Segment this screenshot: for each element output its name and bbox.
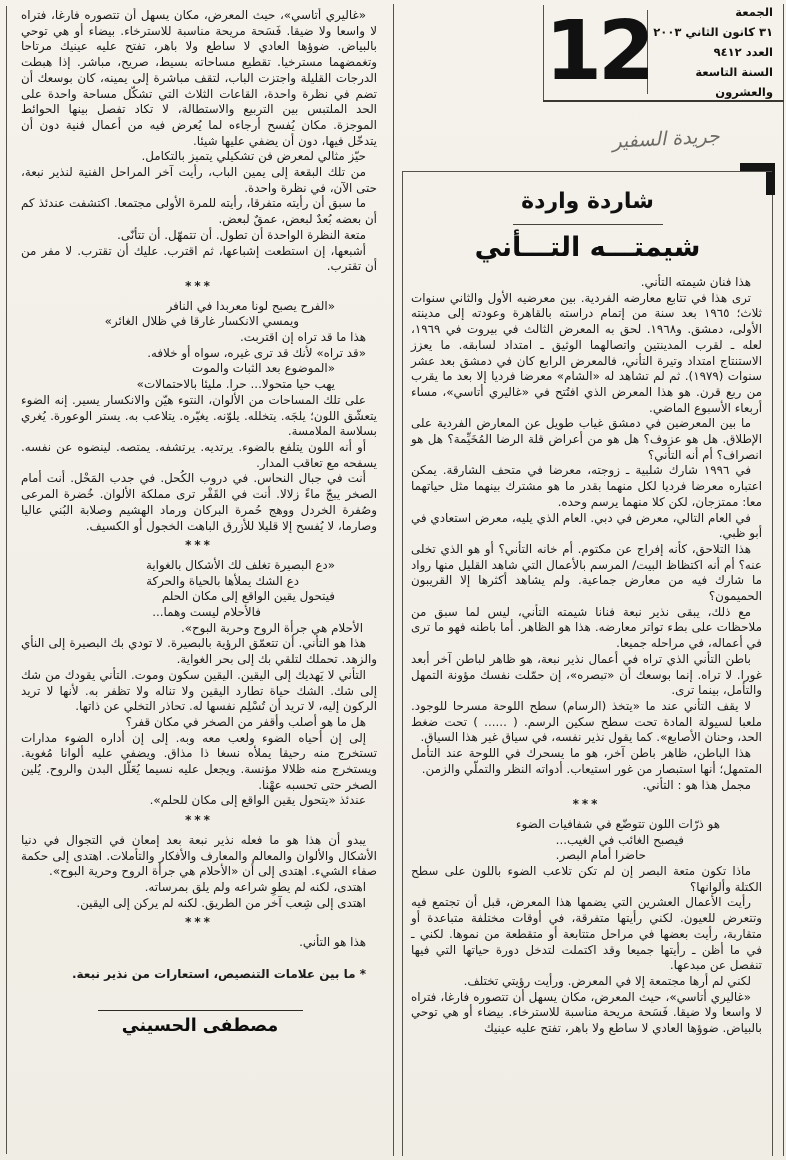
paragraph: ما سبق أن رأيته متفرقا، رأيته للمرة الأولى مجتمعا. اكتشفت عندئذ كم أن بعضه بُعدٌ لبعض، عمقٌ لبعض.	[21, 196, 377, 227]
verse-line: «دع البصيرة تغلف لك الأشكال بالغواية	[145, 557, 335, 572]
paragraph: هذا ما قد تراه إن اقتربت.	[240, 330, 366, 345]
paragraph: في العام التالي، معرض في دبي. العام الذي يليه، معرض استعادي في أبو ظبي.	[411, 510, 762, 541]
paragraph: مجمل هذا هو : التأني.	[642, 777, 751, 792]
paragraph: ماذا تكون متعة البصر إن لم تكن تلاعب الضوء باللون على سطح الكتلة وألوانها؟	[411, 864, 762, 894]
header-left-rule	[543, 5, 544, 100]
byline-block	[13, 1010, 387, 1036]
section-separator: ***	[185, 538, 213, 553]
verse-line: فيتحول يقين الواقع إلى مكان الحلم	[161, 589, 335, 604]
section-separator: ***	[185, 813, 213, 828]
left-column	[13, 8, 387, 1156]
verse-line: دع الشك يملأها بالحياة والحركة	[146, 573, 299, 588]
page-left-rule	[6, 6, 7, 1154]
paragraph: «قد تراه» لأنك قد ترى غيره، سواه أو خلافه.	[147, 345, 366, 360]
handwritten-masthead: جريدة السفير	[611, 125, 721, 153]
verse-line: «الموضوع بعد الثبات والموت	[192, 361, 335, 376]
weekday: الجمعة	[735, 5, 773, 19]
paragraph: من تلك البقعة إلى يمين الباب، رأيت آخر المراحل الفنية لنذير نبعة، حتى الآن، في نظرة واحدة.	[21, 165, 377, 195]
paragraph: التأني لا يَهديك إلى اليقين. اليقين سكون وموت. التأني يقودك من شك إلى شك. الشك حياة تطارد اليقين ولا تناله ولا تظفر به. لأنها لا تريد الركون إليه، لا تريد أن تُسْلِم نفسها له. تحاذر التخلي عن ذاتها.	[21, 667, 377, 714]
section-separator: ***	[185, 278, 213, 293]
paragraph: هل ما هو أصلب وأقفر من الصخر في مكان قفر؟	[125, 714, 366, 729]
paragraph: اهتدى إلى شِعب آخر من الطريق. لكنه لم يركن إلى اليقين.	[76, 895, 366, 910]
section-separator: ***	[572, 797, 601, 812]
verse-line: حاضرا أمام البصر.	[555, 848, 646, 863]
paragraph: هذا هو التأني.	[299, 935, 366, 950]
verse-line: «الفرح يصبح لونا معربدا في النافر	[166, 298, 335, 313]
paragraph: باطن التأني الذي تراه في أعمال نذير نبعة، هو ظاهر لباطن آخر أبعد غورا. لا تراه. إنما بوسعك أن «تبصره»، إن حمّلت نفسك مؤونة التمهل والتأمل، بينما ترى.	[411, 651, 762, 698]
paragraph: حيّز مثالي لمعرض فن تشكيلي يتميز بالتكامل.	[141, 149, 366, 164]
title-underline-rule	[513, 224, 663, 225]
page-number: 12	[545, 4, 652, 99]
paragraph: لكني لم أرها مجتمعة إلا في المعرض. ورأيت رؤيتي تختلف.	[463, 973, 751, 988]
verse-line: ويمسي الانكسار غارقا في ظلال الغائر»	[104, 314, 299, 329]
paragraph: في ١٩٩٦ شارك شلبية ـ زوجته، معرضا في متحف الشارقة. يمكن اعتباره معرضا فرديا لكل منهما بقدر ما هو مشترك بينهما مثل حياتهما معا: ممتزجان، لكن كلا منهما يرسم وحده.	[411, 463, 762, 509]
issue-number: العدد ٩٤١٢	[713, 45, 773, 59]
paragraph: هذا الباطن، ظاهر باطن آخر، هو ما يسحرك في اللوحة عند التأمل المتمهل؛ أنها استبصار من غور استيعاب. أدواته النظر والتملّي والزمن.	[411, 746, 762, 776]
paragraph: اهتدى، لكنه لم يطوِ شراعه ولم يلق بمرساته.	[144, 879, 366, 894]
byline-name: مصطفى الحسيني	[121, 1016, 279, 1037]
left-column-text	[13, 8, 387, 951]
paragraph: أشبعها، إن استطعت إشباعها، ثم اقترب. عليك أن تقترب. لا مفر من أن تقترب.	[21, 243, 377, 274]
article-box	[403, 171, 772, 1156]
paragraph: ترى هذا في تتابع معارضه الفردية. بين معرضيه الأول والثاني سنوات ثلاث؛ ١٩٦٥ بعد سنة من إتمام دراسته بالقاهرة وعودته إلى مدينته الأولى، دمشق. و١٩٦٨. لحق به المعرض الثالث في بيروت في ١٩٦٩، لعله ـ لقرب المدينتين واتصالهما الوثيق ـ امتداد لسابقه. ما يعزز الاستنتاج امتداد وتيرة التأني، فالمعرض الرابع كان في دمشق بعد عشر سنوات (١٩٧٩). ثم لم تشاهد له «الشام» معرضا فرديا إلا بعد ما يقرب من ربع قرن. هو هذا المعرض الذي افتُتح في «غاليري أتاسي»، مساء أربعاء الأسبوع الماضي.	[411, 290, 762, 415]
verse-line: يهب حيا متحولا... حرا. مليئا بالاحتمالات»	[136, 377, 335, 392]
column-divider-rule	[393, 4, 394, 1156]
paragraph: أو أنه اللون يتلفع بالضوء. يرتديه. يرتشفه. يمتصه. لينضوه عن نفسه. يسفحه مع تعاقب المدار.	[21, 439, 377, 470]
paragraph: عندئذ «يتحول يقين الواقع إلى مكان للحلم».	[149, 793, 366, 808]
paragraph: رأيت الأعمال العشرين التي يضمها هذا المعرض، قبل أن تجتمع فيه وتتعرض للعيون. لكني رأيتها متفرقة، في أوقات مختلفة متباعدة أو متقاربة، رأيت بعضها في مراحل متتابعة أو متقطعة من نموها. لكني ـ في ما أظن ـ رأيتها جميعا وقد اكتملت لتدخل دورة حياتها التي فيها تنفصل عن مبدعها.	[411, 895, 762, 973]
paragraph: متعة النظرة الواحدة أن تطول. أن تتمهّل. أن تتأنّى.	[117, 227, 366, 242]
paragraph: ما بين المعرضين في دمشق غياب طويل عن المعارض الفردية على الإطلاق. هل هو عزوف؟ هل هو من أعراض قلة الرضا المُخَيِّمة؟ هل هو انصراف؟ أم أنه التأني؟	[411, 416, 762, 462]
paragraph: هذا هو التأني. أن تتعمّق الرؤية بالبصيرة. لا تودي بك البصيرة إلى النأي والزهد. تحملك لتلقي بك إلى بحر الغواية.	[21, 636, 377, 667]
article-headline: شيمتـــه التـــأني	[474, 232, 701, 263]
year-line: السنة التاسعة والعشرون	[695, 65, 773, 99]
page-right-rule	[783, 4, 784, 1156]
column-title: شاردة واردة	[521, 189, 654, 214]
paragraph: «غاليري أتاسي»، حيث المعرض، مكان يسهل أن تتصوره فارغا، فتراه لا واسعا ولا ضيقا. فَسَحة مريحة مناسبة للاسترخاء. بيضاء أو هي توحي بالبياض. ضوؤها العادي لا ساطع ولا باهر، تفتح عليه عينيك مرتاحا وتغمضهما مسترخيا. تقطيع مساحاته بسيط، صريح، مباشر. إذا هبطت الدرجات القليلة واجتزت الباب، لتقف مباشرة إلى يمينه، كان بوسعك أن تضم في نظرة واحدة، القاعات الثلاث التي تشكّل مساحة واحدة على الحد الملتبس بين التربيع والاستطالة، لا تكاد تفصل بينها الحوائط الموجزة. مكان يُفسح أرجاءه لما يُعرض فيه من أعمال فنية دون أن يتدخّل فيها، دون أن يضفي عليها شيئا.	[21, 8, 377, 148]
section-separator: ***	[185, 915, 213, 930]
verse-line: الأحلام هي جرأة الروح وحرية البوح».	[180, 620, 363, 635]
paragraph: أنت في جبال النحاس. في دروب الكُحل. في جدب المَحْل. أنت أمام الصخر يبجّ ماءً زلالا. أنت في القَفْر ترى مملكة الألوان. خُضرة المرعى وصُفرة الخردل ووهج حُمرة البركان ورماد الهشيم وصلابة البُني عاليا وصارما، لا يُفسح إلا قليلا للأزرق الباهت الخجول أو الكسيف.	[21, 471, 377, 533]
verse-line: هو ذرّات اللون تتوضّع في شفافيات الضوء	[515, 816, 720, 831]
paragraph: يبدو أن هذا هو ما فعله نذير نبعة بعد إمعان في التجوال في دنيا الأشكال والألوان والمعالم والمعارف والأفكار والتأملات. اهتدى إلى حكمة صفاء الشيء. اهتدى إلى أن «الأحلام هي جرأة الروح وحرية البوح».	[21, 832, 377, 879]
paragraph: إلى إن أحياه الضوء ولعب معه وبه. إلى إن أداره الضوء مدارات تستخرج منه رحيقا يملأه نسغا ذا مذاق. ويضفي عليه ألوانا مُغوية. ويستخرج منه ظلالا مؤنسة. ويجعل عليه نسيما يُعَلّل البدن والروح. يُلين الصخر حتى تحسبه عهْنا.	[21, 730, 377, 792]
verse-line: فالأحلام ليست وهما...	[152, 605, 261, 620]
paragraph: هذا التلاحق، كأنه إفراج عن مكتوم. أم خانه التأني؟ أو هو الذي تخلى عنه؟ أم أنه اكتظاظ البيت/ المرسم بالأعمال التي شاهد القليل منها رواد ما شارك فيه من معارض جماعية. ولم يشاهد أكثرها إلا القريبون الحميمون؟	[411, 541, 762, 604]
date: ٣١ كانون الثاني ٢٠٠٣	[653, 25, 773, 39]
paragraph: مع ذلك، يبقى نذير نبعة فنانا شيمته التأني، ليس لما سبق من ملاحظات على بطء تواتر معارضه. هذا هو الظاهر. أما باطنه فهو ما ترى في أعماله، في مراحله جميعا.	[411, 604, 762, 651]
date-block	[647, 2, 781, 102]
article-box-right-rule	[772, 171, 773, 1156]
right-column-text	[403, 275, 772, 1037]
paragraph: لا يقف التأني عند ما «يتخذ (الرسام) سطح اللوحة مسرحا للوجود. ملعبا لسيولة المادة تحت سطح سكين الرسم. ( ...... ) تحت ضغط الحد، وحنان الأصابع». كما يقول نذير نفسه، في سياق غير هذا السياق.	[411, 698, 762, 745]
paragraph: هذا فنان شيمته التأني.	[640, 275, 751, 289]
paragraph: على تلك المساحات من الألوان، النتوء هيّن والانكسار يسير. إنه الضوء يتعشّق اللون؛ يلجَه. يتخلله. يلوّنه. يغيّره. يتلاعب به. يستر الوعورة. يُغري بسلاسة الملامسة.	[21, 392, 377, 439]
paragraph: «غاليري أتاسي»، حيث المعرض، مكان يسهل أن تتصوره فارغا، فتراه لا واسعا ولا ضيقا. فَسَحة مريحة مناسبة للاسترخاء. بيضاء أو هي توحي بالبياض. ضوؤها العادي لا ساطع ولا باهر، تفتح عليه عينيك	[411, 989, 762, 1036]
page-header	[545, 6, 781, 98]
byline-rule	[98, 1010, 303, 1011]
footnote: * ما بين علامات التنصيص، استعارات من نذير نبعة.	[71, 966, 366, 981]
verse-line: فيصبح الغائب في الغيب...	[555, 832, 684, 847]
